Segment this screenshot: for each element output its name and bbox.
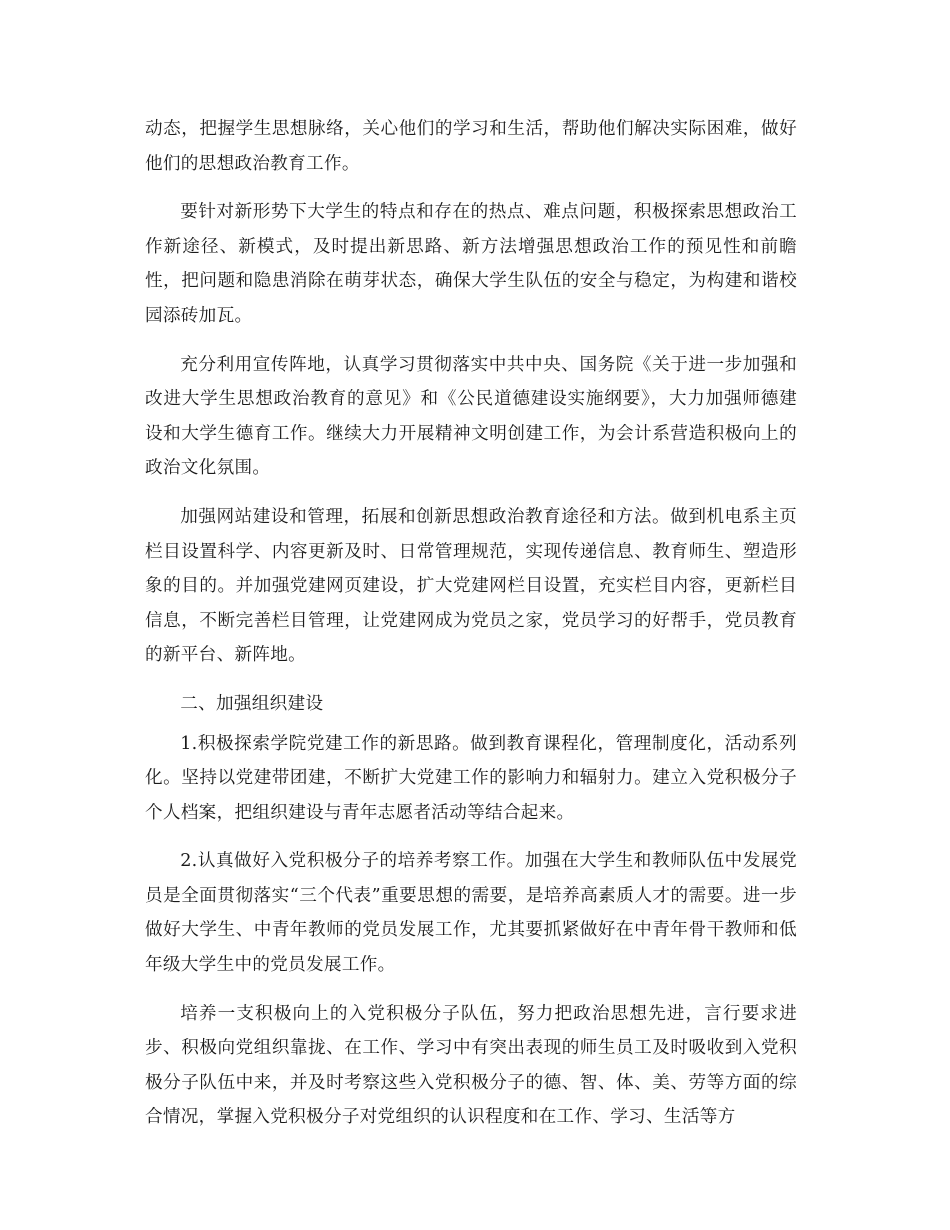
section-heading: 二、加强组织建设: [180, 693, 324, 714]
paragraph-8: 培养一支积极向上的入党积极分子队伍，努力把政治思想先进，言行要求进步、积极向党组织靠拢、在工作、学习中有突出表现的师生员工及时吸收到入党积极分子队伍中来，并及时考察这些入党积极分子的德、智、体、美、劳等方面的综合情况，掌握入党积极分子对党组织的认识程度和在工作、学习、生活等方: [145, 1003, 797, 1128]
paragraph-3: 充分利用宣传阵地，认真学习贯彻落实中共中央、国务院《关于进一步加强和改进大学生思想政治教育的意见》和《公民道德建设实施纲要》，大力加强师德建设和大学生德育工作。继续大力开展精神文明创建工作，为会计系营造积极向上的政治文化氛围。: [145, 354, 797, 479]
paragraph-2: 要针对新形势下大学生的特点和存在的热点、难点问题，积极探索思想政治工作新途径、新模式，及时提出新思路、新方法增强思想政治工作的预见性和前瞻性，把问题和隐患消除在萌芽状态，确保大学生队伍的安全与稳定，为构建和谐校园添砖加瓦。: [145, 202, 797, 326]
paragraph-item-2: 2.认真做好入党积极分子的培养考察工作。加强在大学生和教师队伍中发展党员是全面贯彻落实“三个代表”重要思想的需要，是培养高素质人才的需要。进一步做好大学生、中青年教师的党员发展工作，尤其要抓紧做好在中青年骨干教师和低年级大学生中的党员发展工作。: [145, 851, 797, 976]
paragraph-1: 动态，把握学生思想脉络，关心他们的学习和生活，帮助他们解决实际困难，做好他们的思想政治教育工作。: [145, 119, 797, 174]
paragraph-4: 加强网站建设和管理，拓展和创新思想政治教育途径和方法。做到机电系主页栏目设置科学、内容更新及时、日常管理规范，实现传递信息、教育师生、塑造形象的目的。并加强党建网页建设，扩大党建网栏目设置，充实栏目内容，更新栏目信息，不断完善栏目管理，让党建网成为党员之家，党员学习的好帮手，党员教育的新平台、新阵地。: [145, 506, 797, 666]
paragraph-item-1: 1.积极探索学院党建工作的新思路。做到教育课程化，管理制度化，活动系列化。坚持以党建带团建，不断扩大党建工作的影响力和辐射力。建立入党积极分子个人档案，把组织建设与青年志愿者活动等结合起来。: [145, 733, 797, 823]
document-page: [145, 112, 797, 1149]
